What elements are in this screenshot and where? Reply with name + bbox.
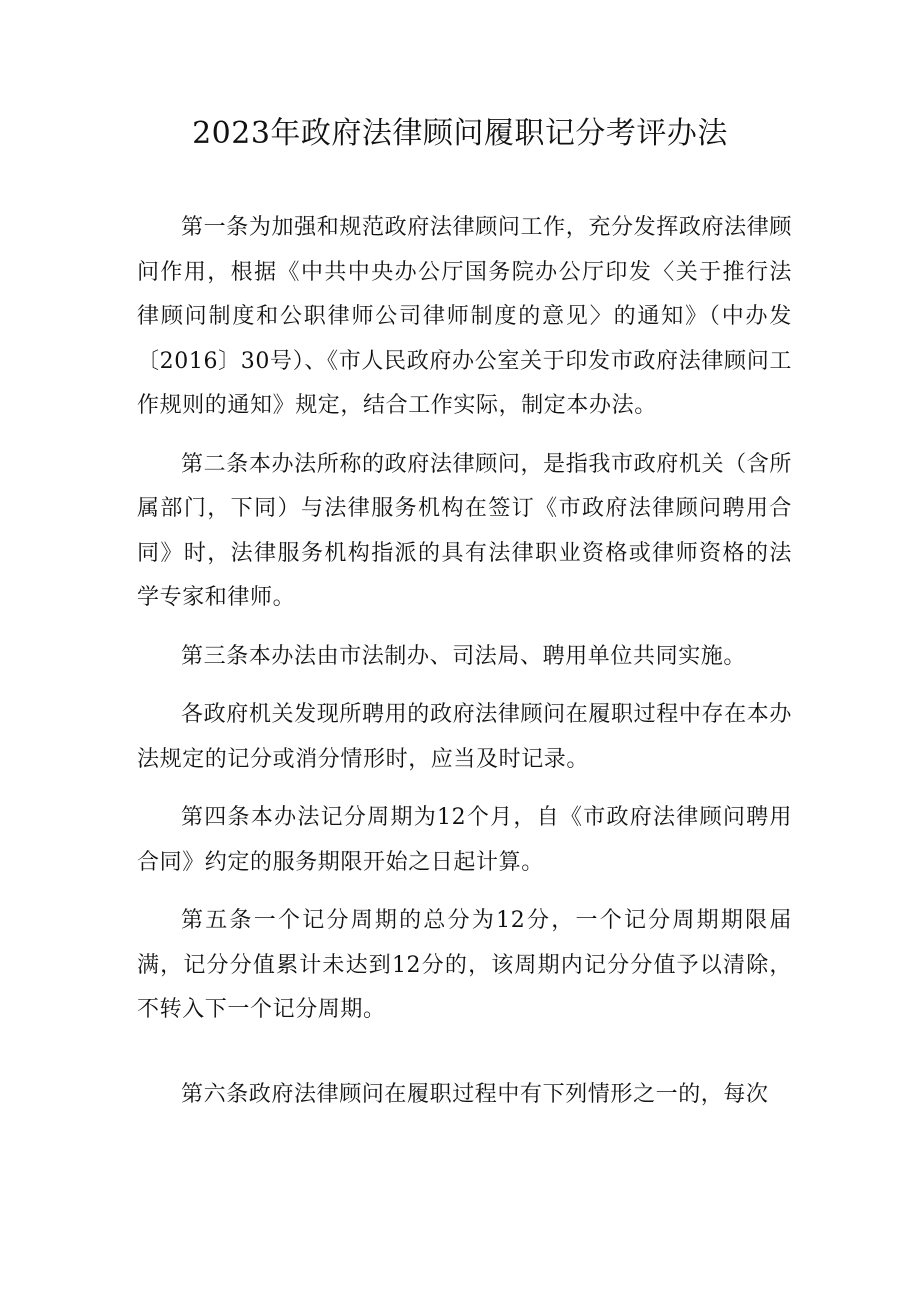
article-1-paragraph: 第一条为加强和规范政府法律顾问工作，充分发挥政府法律顾问作用，根据《中共中央办公厅国务院办公厅印发〈关于推行法律顾问制度和公职律师公司律师制度的意见〉的通知》（中办发〔2016〕30号）、《市人民政府办公室关于印发市政府法律顾问工作规则的通知》规定，结合工作实际，制定本办法。 <box>137 215 792 418</box>
article-5-paragraph: 第五条一个记分周期的总分为12分，一个记分周期期限届满，记分分值累计未达到12分的，该周期内记分分值予以清除，不转入下一个记分周期。 <box>137 908 792 1022</box>
article-2-paragraph: 第二条本办法所称的政府法律顾问，是指我市政府机关（含所属部门，下同）与法律服务机构在签订《市政府法律顾问聘用合同》时，法律服务机构指派的具有法律职业资格或律师资格的法学专家和律师。 <box>137 451 792 610</box>
article-4-paragraph: 第四条本办法记分周期为12个月，自《市政府法律顾问聘用合同》约定的服务期限开始之日起计算。 <box>137 805 792 875</box>
article-3-supplement-paragraph: 各政府机关发现所聘用的政府法律顾问在履职过程中存在本办法规定的记分或消分情形时，应当及时记录。 <box>137 702 792 772</box>
article-6-paragraph: 第六条政府法律顾问在履职过程中有下列情形之一的，每次 <box>181 1081 769 1107</box>
article-3-paragraph: 第三条本办法由市法制办、司法局、聘用单位共同实施。 <box>181 643 747 669</box>
document-title: 2023年政府法律顾问履职记分考评办法 <box>192 116 728 151</box>
document-body <box>137 206 792 1131</box>
